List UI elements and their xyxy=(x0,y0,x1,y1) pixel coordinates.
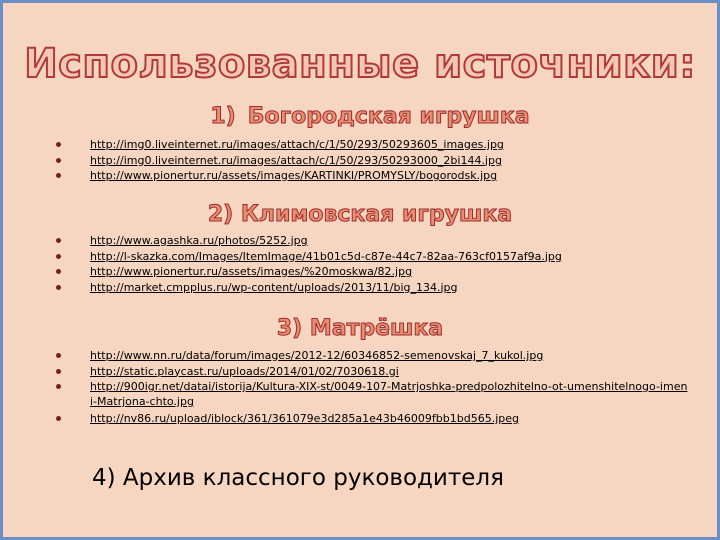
bullet-icon xyxy=(56,384,61,389)
bullet-icon xyxy=(56,173,61,178)
source-link[interactable]: http://img0.liveinternet.ru/images/attach/c/1/50/293/50293605_images.jpg xyxy=(90,138,504,151)
list-item[interactable] xyxy=(48,233,688,249)
bullet-icon xyxy=(56,142,61,147)
list-item[interactable] xyxy=(48,379,688,409)
list-item[interactable] xyxy=(48,280,688,296)
list-item[interactable] xyxy=(48,153,688,169)
source-link[interactable]: http://900igr.net/datai/istorija/Kultura-XIX-st/0049-107-Matrjoshka-predpolozhitelno-ot-umenshitelnogo-imeni-Matrjona-chto.jpg xyxy=(90,380,688,408)
list-item[interactable] xyxy=(48,348,688,364)
section-heading-klimovsk: 2) Климовская игрушка xyxy=(207,202,513,227)
section-number: 1) xyxy=(210,104,236,129)
list-item[interactable] xyxy=(48,249,688,265)
source-link[interactable]: http://www.nn.ru/data/forum/images/2012-12/60346852-semenovskaj_7_kukol.jpg xyxy=(90,349,544,362)
source-list-klimovsk xyxy=(48,233,688,295)
page-title: Использованные источники: xyxy=(24,41,696,87)
bullet-icon xyxy=(56,269,61,274)
footer-source-archive: 4) Архив классного руководителя xyxy=(92,465,504,491)
bullet-icon xyxy=(56,238,61,243)
source-list-matryoshka xyxy=(48,348,688,427)
list-item[interactable] xyxy=(48,264,688,280)
bullet-icon xyxy=(56,416,61,421)
list-item[interactable] xyxy=(48,364,688,380)
source-list-bogorodsk xyxy=(48,137,688,184)
list-item[interactable] xyxy=(48,168,688,184)
source-link[interactable]: http://nv86.ru/upload/iblock/361/361079e3d285a1e43b46009fbb1bd565.jpeg xyxy=(90,412,519,425)
source-link[interactable]: http://l-skazka.com/Images/ItemImage/41b01c5d-c87e-44c7-82aa-763cf0157af9a.jpg xyxy=(90,249,562,263)
list-item[interactable] xyxy=(48,411,688,427)
bullet-icon xyxy=(56,254,61,259)
bullet-icon xyxy=(56,158,61,163)
source-link[interactable]: http://img0.liveinternet.ru/images/attach/c/1/50/293/50293000_2bi144.jpg xyxy=(90,153,502,167)
source-link[interactable]: http://market.cmpplus.ru/wp-content/uploads/2013/11/big_134.jpg xyxy=(90,280,458,294)
section-heading-text: Богородская игрушка xyxy=(247,104,530,129)
bullet-icon xyxy=(56,285,61,290)
source-link[interactable]: http://www.agashka.ru/photos/5252.jpg xyxy=(90,234,308,247)
source-link[interactable]: http://static.playcast.ru/uploads/2014/01/02/7030618.gi xyxy=(90,364,399,378)
section-heading-matryoshka: 3) Матрёшка xyxy=(276,316,444,341)
section-heading-bogorodsk xyxy=(0,104,720,130)
source-link[interactable]: http://www.pionertur.ru/assets/images/%20moskwa/82.jpg xyxy=(90,265,413,278)
source-link[interactable]: http://www.pionertur.ru/assets/images/KARTINKI/PROMYSLY/bogorodsk.jpg xyxy=(90,169,498,182)
list-item[interactable] xyxy=(48,137,688,153)
bullet-icon xyxy=(56,353,61,358)
bullet-icon xyxy=(56,369,61,374)
